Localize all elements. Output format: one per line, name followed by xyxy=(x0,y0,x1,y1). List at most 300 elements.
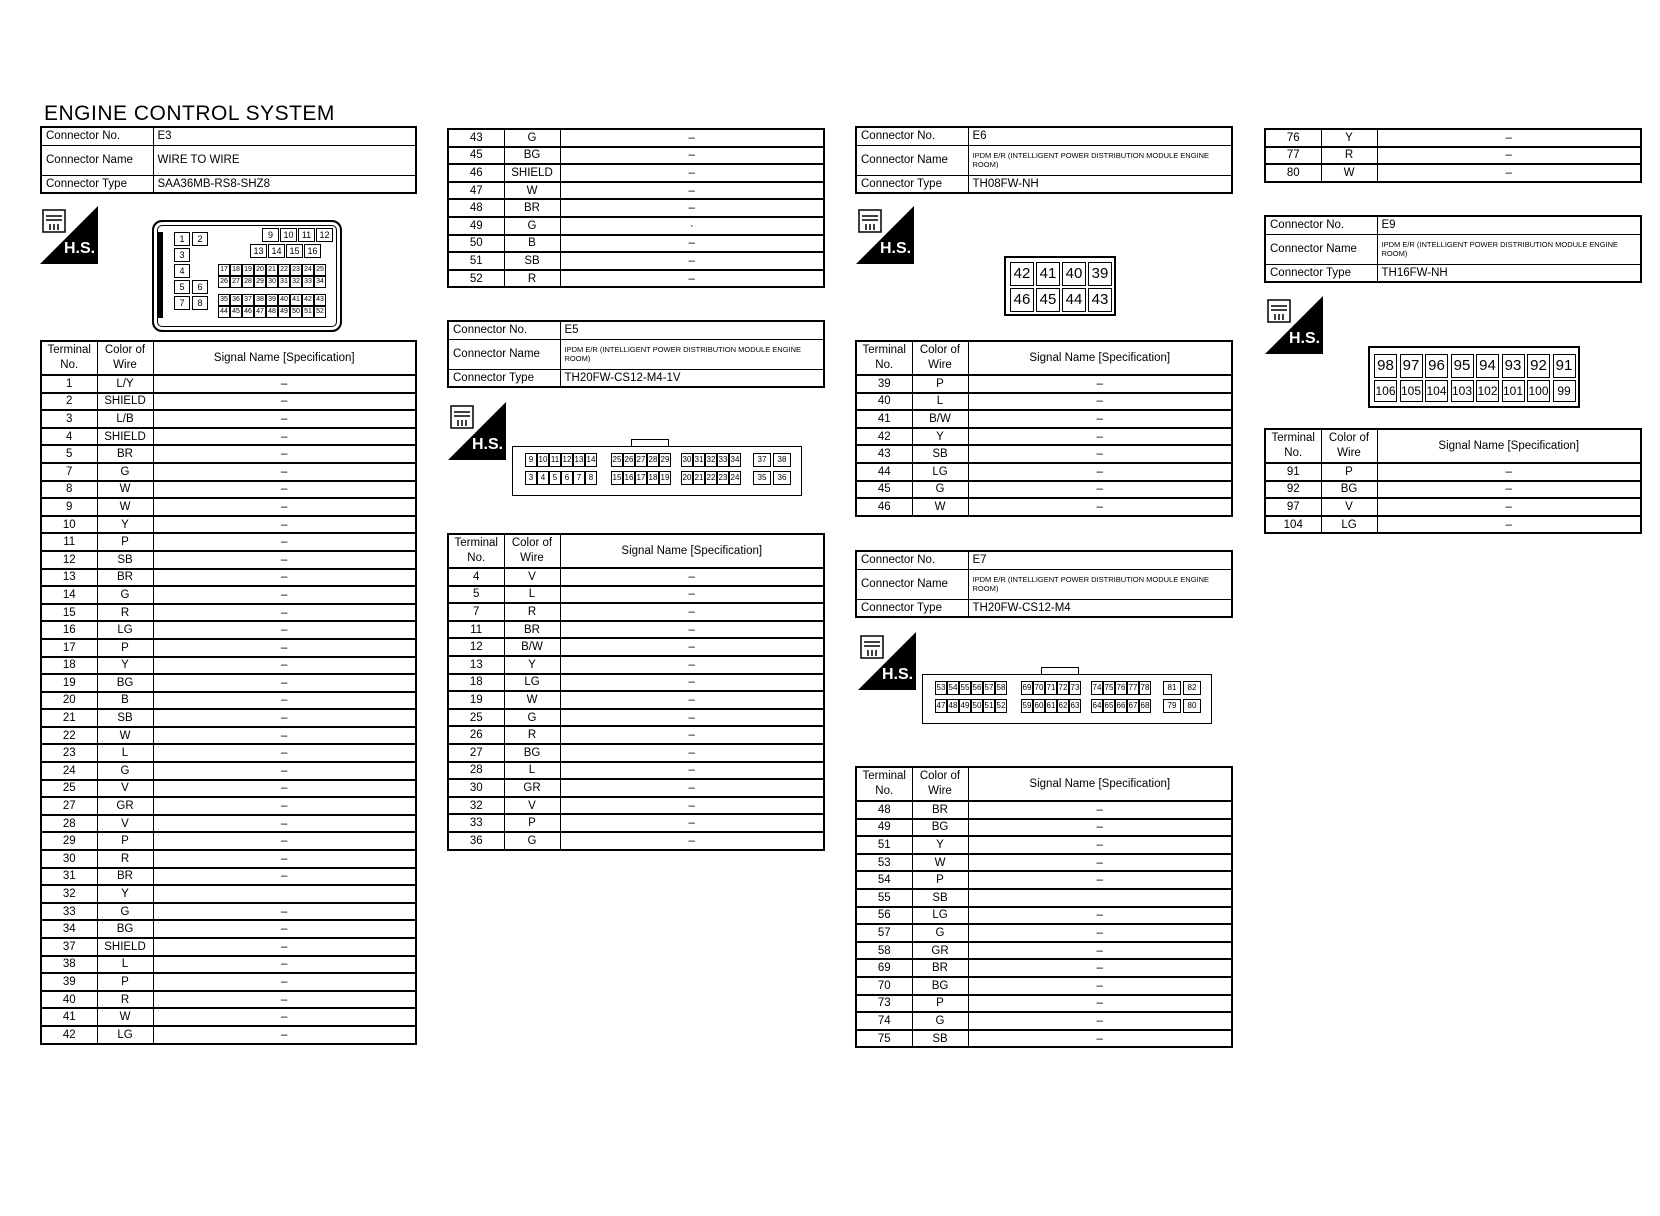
terminal-no-cell: 19 xyxy=(448,691,504,709)
pin-68: 68 xyxy=(1139,699,1151,713)
table-row xyxy=(41,586,416,604)
signal-name-cell: – xyxy=(560,270,824,288)
wire-color-cell: R xyxy=(504,726,560,744)
terminal-table-e7 xyxy=(855,766,1233,1048)
signal-name-cell: – xyxy=(153,903,416,921)
pin-67: 67 xyxy=(1127,699,1139,713)
terminal-no-cell: 51 xyxy=(856,836,912,854)
pin-13: 13 xyxy=(573,453,585,467)
pin-14: 14 xyxy=(585,453,597,467)
table-row xyxy=(856,836,1232,854)
terminal-no-cell: 97 xyxy=(1265,498,1321,516)
pin-5: 5 xyxy=(549,471,561,485)
pin-42: 42 xyxy=(1010,262,1034,286)
wire-color-cell: BR xyxy=(912,959,968,977)
wire-color-cell: BG xyxy=(912,819,968,837)
wire-color-cell: B/W xyxy=(504,638,560,656)
pin-16: 16 xyxy=(623,471,635,485)
connector-no-label: Connector No. xyxy=(1265,216,1377,234)
signal-name-cell: – xyxy=(153,1008,416,1026)
pin-40: 40 xyxy=(278,294,290,306)
signal-name-cell: – xyxy=(968,498,1232,516)
pin-98: 98 xyxy=(1374,354,1397,378)
wire-color-cell: Y xyxy=(912,836,968,854)
pin-29: 29 xyxy=(659,453,671,467)
terminal-no-cell: 14 xyxy=(41,586,97,604)
pin-79: 79 xyxy=(1163,699,1181,713)
terminal-no-header xyxy=(41,341,97,375)
wire-color-cell: W xyxy=(504,182,560,200)
table-row xyxy=(856,854,1232,872)
wire-color-cell: GR xyxy=(504,779,560,797)
terminal-no-cell: 4 xyxy=(41,428,97,446)
terminal-no-header xyxy=(448,534,504,568)
signal-name-cell: – xyxy=(968,801,1232,819)
pin-3: 3 xyxy=(525,471,537,485)
connector-no-value: E7 xyxy=(968,551,1232,569)
signal-name-cell: – xyxy=(153,991,416,1009)
terminal-no-cell: 47 xyxy=(448,182,504,200)
pin-39: 39 xyxy=(1088,262,1112,286)
terminal-no-cell: 4 xyxy=(448,568,504,586)
terminal-table-e9 xyxy=(1264,428,1642,534)
table-row xyxy=(41,569,416,587)
table-row xyxy=(41,551,416,569)
terminal-no-cell: 40 xyxy=(856,393,912,411)
table-row xyxy=(856,463,1232,481)
signal-name-cell: – xyxy=(560,621,824,639)
table-row xyxy=(1265,481,1641,499)
terminal-no-cell: 77 xyxy=(1265,147,1321,165)
pin-62: 62 xyxy=(1057,699,1069,713)
terminal-no-cell: 58 xyxy=(856,942,912,960)
pin-53: 53 xyxy=(935,681,947,695)
wire-color-cell: W xyxy=(97,498,153,516)
wire-color-cell: V xyxy=(97,780,153,798)
color-header xyxy=(504,534,560,568)
pin-37: 37 xyxy=(753,453,771,467)
connector-face-e6 xyxy=(1004,256,1116,316)
wire-color-cell: P xyxy=(912,995,968,1013)
wire-color-cell: G xyxy=(97,762,153,780)
signal-name-cell: – xyxy=(1377,164,1641,182)
pin-9: 9 xyxy=(525,453,537,467)
terminal-no-cell: 76 xyxy=(1265,129,1321,147)
pin-72: 72 xyxy=(1057,681,1069,695)
table-row xyxy=(448,832,824,850)
signal-name-cell: – xyxy=(968,977,1232,995)
terminal-no-cell: 40 xyxy=(41,991,97,1009)
wire-color-cell: Y xyxy=(504,656,560,674)
pin-104: 104 xyxy=(1425,380,1448,402)
wire-color-cell: R xyxy=(504,270,560,288)
signal-name-cell: – xyxy=(560,762,824,780)
terminal-no-cell: 15 xyxy=(41,604,97,622)
pin-66: 66 xyxy=(1115,699,1127,713)
terminal-no-cell: 46 xyxy=(856,498,912,516)
signal-name-cell: – xyxy=(153,375,416,393)
connector-type-value: SAA36MB-RS8-SHZ8 xyxy=(153,175,416,193)
connector-type-value: TH08FW-NH xyxy=(968,175,1232,193)
hs-label: H.S. xyxy=(472,436,504,453)
wire-color-cell: V xyxy=(97,815,153,833)
harness-side-icon xyxy=(856,206,914,264)
wire-color-cell: L/Y xyxy=(97,375,153,393)
pin-4: 4 xyxy=(537,471,549,485)
signal-name-cell: – xyxy=(560,744,824,762)
color-header xyxy=(912,767,968,801)
wire-color-cell: SB xyxy=(912,889,968,907)
terminal-no-cell: 25 xyxy=(448,709,504,727)
signal-name-cell: – xyxy=(1377,463,1641,481)
table-row xyxy=(448,762,824,780)
wire-color-cell: LG xyxy=(1321,516,1377,534)
pin-7: 7 xyxy=(573,471,585,485)
pin-64: 64 xyxy=(1091,699,1103,713)
signal-name-cell: – xyxy=(968,393,1232,411)
terminal-no-cell: 12 xyxy=(41,551,97,569)
pin-11: 11 xyxy=(549,453,561,467)
connector-no-label: Connector No. xyxy=(448,321,560,339)
pin-6: 6 xyxy=(192,280,208,294)
terminal-no-cell: 48 xyxy=(448,199,504,217)
wire-color-cell: W xyxy=(97,481,153,499)
pin-32: 32 xyxy=(290,276,302,288)
hs-label: H.S. xyxy=(880,240,912,257)
pin-22: 22 xyxy=(705,471,717,485)
terminal-no-cell: 56 xyxy=(856,907,912,925)
signal-name-cell: – xyxy=(560,674,824,692)
connector-no-label: Connector No. xyxy=(41,127,153,145)
table-row xyxy=(856,907,1232,925)
signal-header: Signal Name [Specification] xyxy=(153,341,416,375)
pin-25: 25 xyxy=(314,264,326,276)
table-row xyxy=(41,797,416,815)
page-title: ENGINE CONTROL SYSTEM xyxy=(44,102,335,125)
signal-name-cell: – xyxy=(153,973,416,991)
pin-48: 48 xyxy=(947,699,959,713)
pin-77: 77 xyxy=(1127,681,1139,695)
pin-95: 95 xyxy=(1451,354,1474,378)
color-header-text: Color of Wire xyxy=(511,537,553,564)
pin-14: 14 xyxy=(268,244,285,258)
table-row xyxy=(41,727,416,745)
pin-45: 45 xyxy=(230,306,242,318)
connector-face-e3 xyxy=(152,220,342,332)
table-row xyxy=(448,779,824,797)
table-row xyxy=(41,657,416,675)
terminal-no-cell: 49 xyxy=(856,819,912,837)
pin-41: 41 xyxy=(290,294,302,306)
connector-face-e9 xyxy=(1368,346,1580,408)
wire-color-cell: P xyxy=(97,832,153,850)
pin-73: 73 xyxy=(1069,681,1081,695)
hs-label: H.S. xyxy=(64,240,96,257)
signal-name-cell: – xyxy=(968,463,1232,481)
wire-color-cell: SB xyxy=(97,551,153,569)
table-row xyxy=(448,129,824,147)
terminal-no-cell: 37 xyxy=(41,938,97,956)
signal-name-cell: – xyxy=(968,836,1232,854)
signal-name-cell: – xyxy=(153,868,416,886)
terminal-no-cell: 20 xyxy=(41,692,97,710)
table-row xyxy=(856,410,1232,428)
terminal-no-cell: 12 xyxy=(448,638,504,656)
connector-no-value: E6 xyxy=(968,127,1232,145)
table-row xyxy=(448,568,824,586)
pin-24: 24 xyxy=(729,471,741,485)
table-row xyxy=(856,959,1232,977)
table-row xyxy=(41,639,416,657)
terminal-no-cell: 74 xyxy=(856,1012,912,1030)
signal-name-cell: – xyxy=(153,1026,416,1044)
wire-color-cell: P xyxy=(97,533,153,551)
wire-color-cell: LG xyxy=(504,674,560,692)
wire-color-cell: GR xyxy=(97,797,153,815)
table-row xyxy=(856,871,1232,889)
pin-70: 70 xyxy=(1033,681,1045,695)
pin-23: 23 xyxy=(290,264,302,276)
table-row xyxy=(1265,498,1641,516)
signal-name-cell: – xyxy=(560,252,824,270)
connector-latch xyxy=(631,439,669,447)
signal-name-cell: – xyxy=(1377,498,1641,516)
wire-color-cell: L/B xyxy=(97,410,153,428)
signal-name-cell: – xyxy=(968,410,1232,428)
wire-color-cell: BG xyxy=(504,744,560,762)
table-row xyxy=(41,920,416,938)
terminal-no-cell: 45 xyxy=(856,481,912,499)
table-row xyxy=(41,973,416,991)
pin-43: 43 xyxy=(314,294,326,306)
wire-color-cell: Y xyxy=(97,516,153,534)
table-row xyxy=(856,801,1232,819)
pin-22: 22 xyxy=(278,264,290,276)
pin-59: 59 xyxy=(1021,699,1033,713)
pin-44: 44 xyxy=(218,306,230,318)
terminal-no-cell: 24 xyxy=(41,762,97,780)
wire-color-cell: BG xyxy=(912,977,968,995)
terminal-no-cell: 5 xyxy=(41,445,97,463)
table-row xyxy=(448,744,824,762)
signal-name-cell: – xyxy=(153,797,416,815)
signal-name-cell: – xyxy=(153,920,416,938)
terminal-no-cell: 11 xyxy=(448,621,504,639)
signal-name-cell: – xyxy=(153,956,416,974)
terminal-no-cell: 91 xyxy=(1265,463,1321,481)
wire-color-cell: G xyxy=(504,832,560,850)
terminal-no-cell: 42 xyxy=(856,428,912,446)
pin-15: 15 xyxy=(611,471,623,485)
signal-name-cell: – xyxy=(968,959,1232,977)
table-row xyxy=(856,498,1232,516)
wire-color-cell: P xyxy=(504,814,560,832)
wire-color-cell: LG xyxy=(97,621,153,639)
terminal-no-cell: 46 xyxy=(448,164,504,182)
terminal-table-e3 xyxy=(40,340,417,1045)
pin-35: 35 xyxy=(218,294,230,306)
pin-94: 94 xyxy=(1476,354,1499,378)
signal-name-cell: – xyxy=(153,569,416,587)
connector-type-label: Connector Type xyxy=(856,175,968,193)
wire-color-cell: G xyxy=(504,709,560,727)
table-row xyxy=(41,903,416,921)
signal-header: Signal Name [Specification] xyxy=(968,767,1232,801)
connector-name-label: Connector Name xyxy=(1265,234,1377,264)
table-row xyxy=(41,815,416,833)
pin-31: 31 xyxy=(278,276,290,288)
signal-name-cell: – xyxy=(560,709,824,727)
signal-name-cell: – xyxy=(968,871,1232,889)
terminal-no-cell: 16 xyxy=(41,621,97,639)
pin-82: 82 xyxy=(1183,681,1201,695)
color-header xyxy=(97,341,153,375)
signal-name-cell: – xyxy=(153,393,416,411)
pin-33: 33 xyxy=(302,276,314,288)
table-row xyxy=(41,410,416,428)
wire-color-cell: LG xyxy=(912,907,968,925)
pin-1: 1 xyxy=(174,232,190,246)
signal-name-cell: – xyxy=(1377,129,1641,147)
pin-91: 91 xyxy=(1553,354,1576,378)
table-row xyxy=(41,428,416,446)
signal-name-cell: – xyxy=(153,410,416,428)
signal-name-cell: – xyxy=(153,850,416,868)
wire-color-cell: G xyxy=(912,1012,968,1030)
table-row xyxy=(41,674,416,692)
table-row xyxy=(41,375,416,393)
pin-40: 40 xyxy=(1062,262,1086,286)
terminal-no-cell: 39 xyxy=(856,375,912,393)
pin-51: 51 xyxy=(983,699,995,713)
signal-name-cell: – xyxy=(560,147,824,165)
terminal-no-cell: 1 xyxy=(41,375,97,393)
pin-19: 19 xyxy=(659,471,671,485)
terminal-no-cell: 8 xyxy=(41,481,97,499)
wire-color-cell: G xyxy=(912,481,968,499)
table-row xyxy=(1265,516,1641,534)
terminal-table-e5 xyxy=(447,533,825,851)
connector-type-value: TH16FW-NH xyxy=(1377,264,1641,282)
wire-color-cell: B/W xyxy=(912,410,968,428)
pin-42: 42 xyxy=(302,294,314,306)
wire-color-cell: R xyxy=(97,850,153,868)
signal-name-cell: – xyxy=(560,568,824,586)
terminal-no-cell: 70 xyxy=(856,977,912,995)
pin-38: 38 xyxy=(254,294,266,306)
pin-37: 37 xyxy=(242,294,254,306)
connector-type-label: Connector Type xyxy=(41,175,153,193)
connector-name-value: WIRE TO WIRE xyxy=(153,145,416,175)
pin-10: 10 xyxy=(537,453,549,467)
terminal-no-cell: 50 xyxy=(448,235,504,253)
signal-name-cell: – xyxy=(153,516,416,534)
pin-30: 30 xyxy=(681,453,693,467)
pin-13: 13 xyxy=(250,244,267,258)
table-row xyxy=(41,516,416,534)
table-row xyxy=(448,656,824,674)
wire-color-cell: L xyxy=(912,393,968,411)
signal-name-cell: – xyxy=(153,674,416,692)
connector-name-label: Connector Name xyxy=(856,569,968,599)
pin-26: 26 xyxy=(218,276,230,288)
connector-name-value: IPDM E/R (INTELLIGENT POWER DISTRIBUTION MODULE ENGINE ROOM) xyxy=(560,339,824,369)
table-row xyxy=(41,885,416,903)
terminal-no-header xyxy=(856,767,912,801)
pin-97: 97 xyxy=(1400,354,1423,378)
terminal-no-cell: 33 xyxy=(41,903,97,921)
wire-color-cell: V xyxy=(504,568,560,586)
pin-63: 63 xyxy=(1069,699,1081,713)
wire-color-cell: P xyxy=(912,871,968,889)
pin-26: 26 xyxy=(623,453,635,467)
terminal-no-cell: 3 xyxy=(41,410,97,428)
table-row xyxy=(1265,164,1641,182)
pin-4: 4 xyxy=(174,264,190,278)
signal-name-cell: – xyxy=(560,603,824,621)
pin-12: 12 xyxy=(316,228,333,242)
signal-name-cell: – xyxy=(153,709,416,727)
pin-34: 34 xyxy=(729,453,741,467)
connector-info-e7 xyxy=(855,550,1233,618)
wire-color-cell: W xyxy=(1321,164,1377,182)
pin-50: 50 xyxy=(290,306,302,318)
wire-color-cell: R xyxy=(97,604,153,622)
wire-color-cell: V xyxy=(504,797,560,815)
terminal-no-cell: 33 xyxy=(448,814,504,832)
table-row xyxy=(41,780,416,798)
table-row xyxy=(856,393,1232,411)
pin-21: 21 xyxy=(266,264,278,276)
pin-2: 2 xyxy=(192,232,208,246)
pin-57: 57 xyxy=(983,681,995,695)
pin-36: 36 xyxy=(230,294,242,306)
wire-color-cell: P xyxy=(97,973,153,991)
terminal-no-header-text: Terminal No. xyxy=(47,344,91,371)
table-row xyxy=(41,692,416,710)
signal-name-cell: – xyxy=(968,481,1232,499)
wire-color-cell: G xyxy=(504,217,560,235)
pin-96: 96 xyxy=(1425,354,1448,378)
signal-name-cell: – xyxy=(968,942,1232,960)
table-row xyxy=(41,762,416,780)
signal-header: Signal Name [Specification] xyxy=(968,341,1232,375)
terminal-table-e6 xyxy=(855,340,1233,517)
signal-name-cell: – xyxy=(560,797,824,815)
terminal-no-header-text: Terminal No. xyxy=(1271,432,1315,459)
pin-106: 106 xyxy=(1374,380,1397,402)
wire-color-cell: SB xyxy=(912,445,968,463)
pin-47: 47 xyxy=(935,699,947,713)
terminal-no-cell: 22 xyxy=(41,727,97,745)
pin-9: 9 xyxy=(262,228,279,242)
pin-18: 18 xyxy=(647,471,659,485)
wire-color-cell: SB xyxy=(912,1030,968,1048)
pin-30: 30 xyxy=(266,276,278,288)
color-header-text: Color of Wire xyxy=(919,344,961,371)
table-row xyxy=(856,445,1232,463)
terminal-no-cell: 38 xyxy=(41,956,97,974)
terminal-no-cell: 42 xyxy=(41,1026,97,1044)
signal-name-cell: – xyxy=(560,638,824,656)
pin-8: 8 xyxy=(585,471,597,485)
signal-name-cell: – xyxy=(968,1012,1232,1030)
signal-name-cell: – xyxy=(968,428,1232,446)
signal-name-cell: – xyxy=(153,621,416,639)
signal-name-cell: – xyxy=(968,907,1232,925)
terminal-no-cell: 104 xyxy=(1265,516,1321,534)
wire-color-cell: L xyxy=(504,586,560,604)
